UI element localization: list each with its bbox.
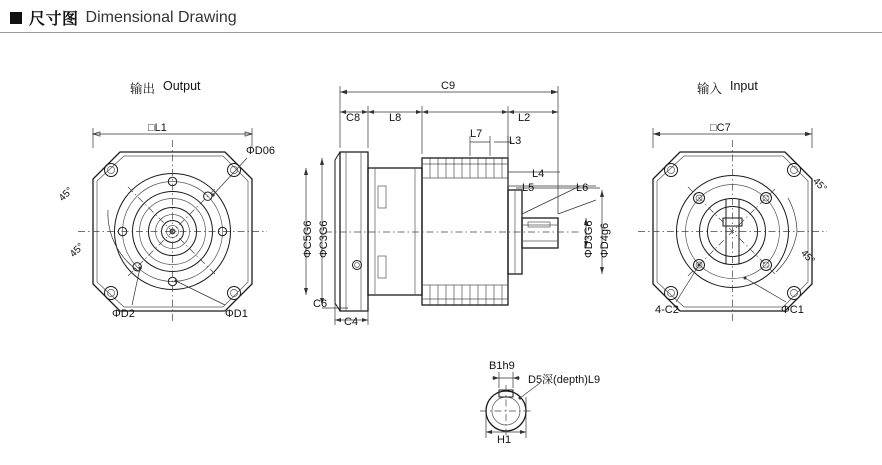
- input-label-C7: □C7: [710, 122, 731, 134]
- side-label-C8: C8: [346, 112, 361, 124]
- side-label-C5G6: ΦC5G6: [302, 220, 314, 258]
- side-label-L5: L5: [522, 182, 535, 194]
- input-view-title-cn: 输入: [697, 82, 723, 96]
- side-label-L6: L6: [576, 182, 589, 194]
- page-title-en: Dimensional Drawing: [85, 8, 237, 26]
- input-label-4C2: 4-C2: [655, 304, 679, 316]
- side-label-L7: L7: [470, 128, 483, 140]
- output-label-D1: ΦD1: [225, 308, 248, 320]
- side-label-C4: C4: [344, 316, 359, 328]
- output-view-title-cn: 输出: [130, 82, 156, 96]
- side-label-L2: L2: [518, 112, 531, 124]
- input-label-angle-1: 45°: [810, 176, 829, 195]
- detail-label-B1h9: B1h9: [489, 360, 515, 372]
- detail-label-H1: H1: [497, 434, 512, 446]
- output-label-angle-1: 45°: [57, 185, 76, 204]
- input-label-angle-2: 45°: [798, 248, 817, 267]
- side-label-D3G6: ΦD3G6: [583, 220, 595, 258]
- output-label-D06: ΦD06: [246, 145, 275, 157]
- input-label-C1: ΦC1: [781, 304, 804, 316]
- detail-shaft-section: [480, 385, 532, 437]
- side-label-L4: L4: [532, 168, 545, 180]
- output-label-D2: ΦD2: [112, 308, 135, 320]
- output-view-title-en: Output: [163, 79, 201, 93]
- side-label-L8: L8: [389, 112, 402, 124]
- input-view-title-en: Input: [730, 79, 758, 93]
- page-title-cn: 尺寸图: [29, 11, 79, 28]
- side-label-C3G6: ΦC3G6: [318, 220, 330, 258]
- side-label-D4g6: ΦD4g6: [599, 222, 611, 258]
- side-label-C9: C9: [441, 80, 456, 92]
- detail-label-D5: D5深(depth)L9: [528, 374, 601, 386]
- side-label-L3: L3: [509, 135, 522, 147]
- output-label-L1: □L1: [148, 122, 167, 134]
- side-label-C6: C6: [313, 298, 328, 310]
- output-label-angle-2: 45°: [68, 241, 87, 260]
